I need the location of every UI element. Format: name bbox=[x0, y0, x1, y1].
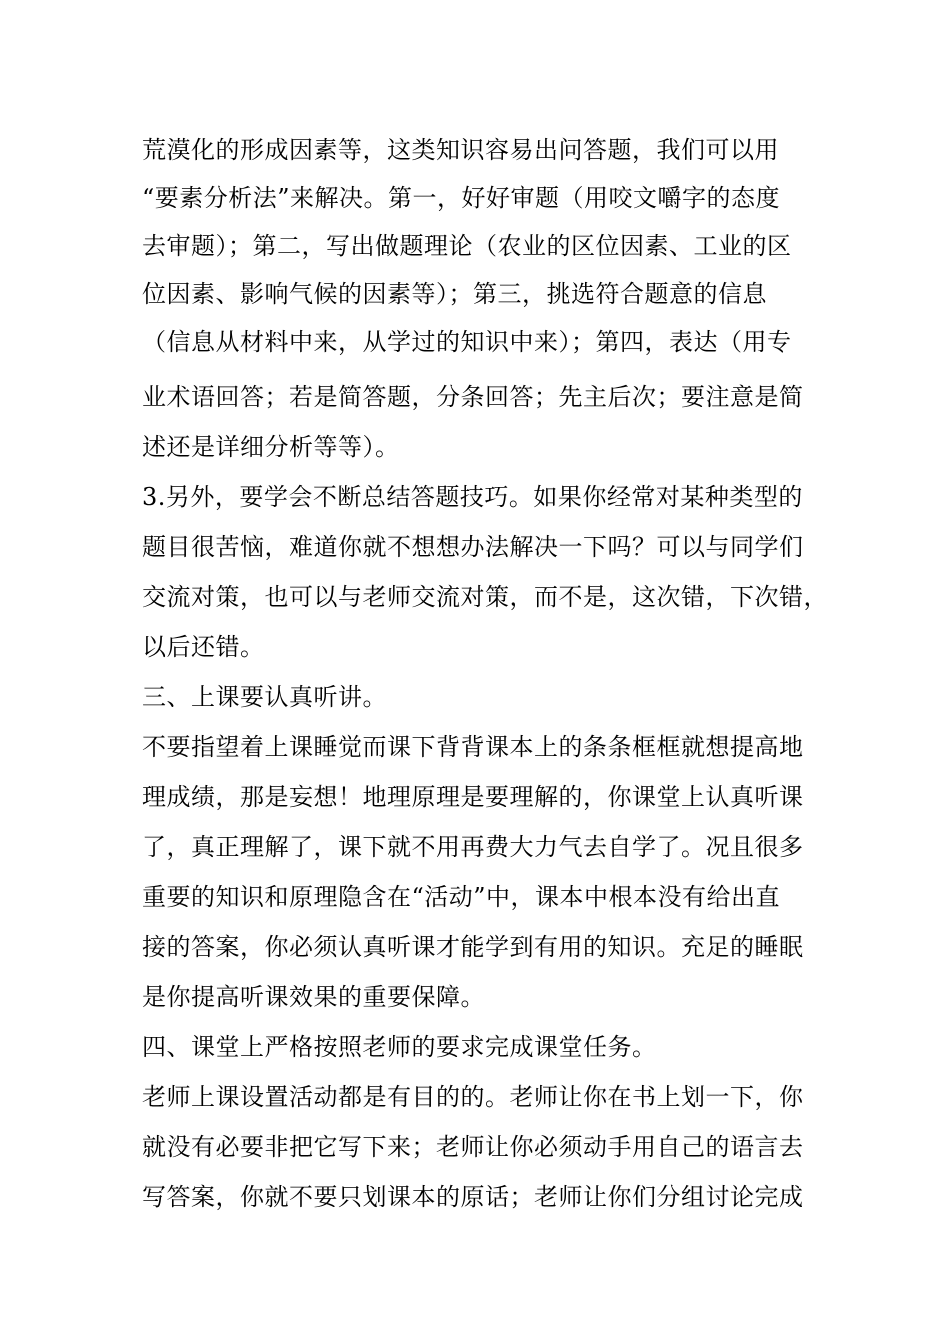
text-line: “要素分析法”来解决。第一，好好审题（用咬文嚼字的态度 bbox=[142, 184, 781, 212]
text-line: 位因素、影响气候的因素等）；第三，挑选符合题意的信息 bbox=[142, 280, 767, 308]
section-heading: 四、课堂上严格按照老师的要求完成课堂任务。 bbox=[142, 1033, 657, 1061]
text-line: 业术语回答；若是简答题，分条回答；先主后次；要注意是简 bbox=[142, 383, 804, 411]
section-heading: 三、上课要认真听讲。 bbox=[142, 683, 387, 711]
text-line: （信息从材料中来，从学过的知识中来）；第四，表达（用专 bbox=[142, 328, 792, 356]
text-line: 就没有必要非把它写下来；老师让你必须动手用自己的语言去 bbox=[142, 1133, 804, 1161]
text-line: 老师上课设置活动都是有目的的。老师让你在书上划一下，你 bbox=[142, 1083, 804, 1111]
text-line: 不要指望着上课睡觉而课下背背课本上的条条框框就想提高地 bbox=[142, 733, 804, 761]
text-line: 重要的知识和原理隐含在“活动”中，课本中根本没有给出直 bbox=[142, 883, 781, 911]
text-line: 题目很苦恼，难道你就不想想办法解决一下吗？可以与同学们 bbox=[142, 533, 804, 561]
text-line: 述还是详细分析等等）。 bbox=[142, 433, 400, 461]
text-line: 以后还错。 bbox=[142, 633, 265, 661]
text-line: 荒漠化的形成因素等，这类知识容易出问答题，我们可以用 bbox=[142, 136, 779, 164]
text-line: 理成绩，那是妄想！地理原理是要理解的，你课堂上认真听课 bbox=[142, 783, 804, 811]
text-line: 交流对策，也可以与老师交流对策，而不是，这次错，下次错， bbox=[142, 583, 828, 611]
text-line: 是你提高听课效果的重要保障。 bbox=[142, 983, 485, 1011]
text-line: 去审题）；第二，写出做题理论（农业的区位因素、工业的区 bbox=[142, 232, 792, 260]
text-line: 3.另外，要学会不断总结答题技巧。如果你经常对某种类型的 bbox=[142, 483, 803, 511]
text-line: 写答案，你就不要只划课本的原话；老师让你们分组讨论完成 bbox=[142, 1183, 804, 1211]
text-line: 接的答案，你必须认真听课才能学到有用的知识。充足的睡眠 bbox=[142, 933, 804, 961]
text-line: 了，真正理解了，课下就不用再费大力气去自学了。况且很多 bbox=[142, 833, 804, 861]
